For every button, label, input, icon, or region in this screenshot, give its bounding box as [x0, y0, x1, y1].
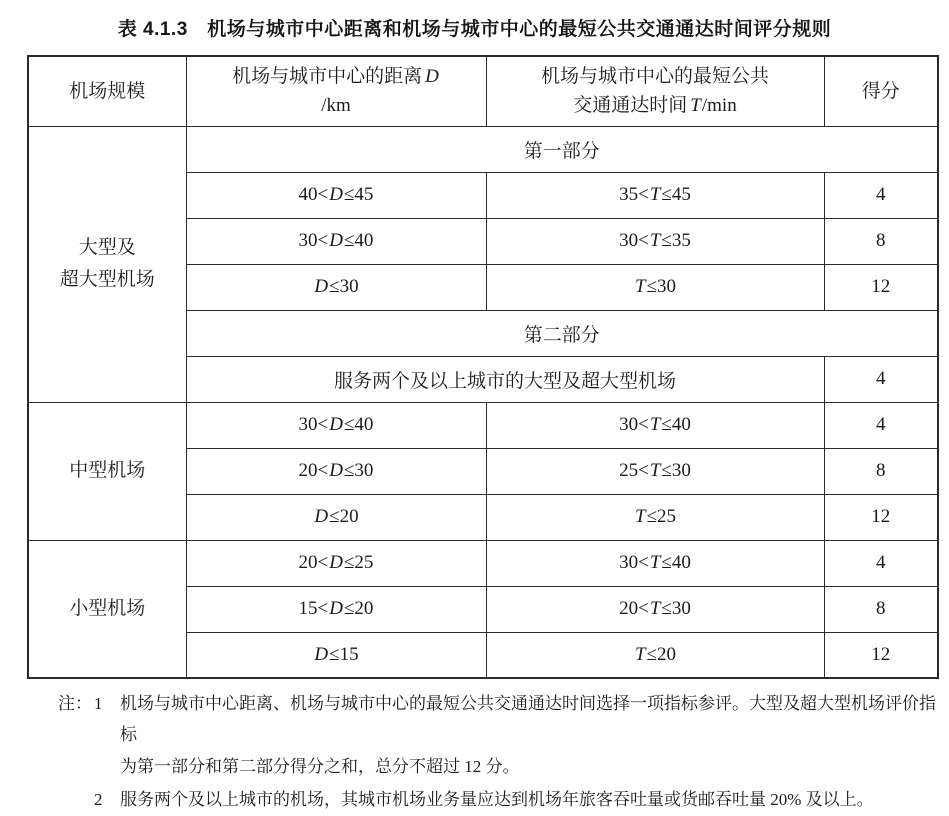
math-variable: T [649, 184, 661, 205]
time-cell: 35<T≤45 [486, 172, 824, 218]
table-row [28, 402, 938, 448]
score-cell: 8 [824, 448, 938, 494]
distance-cell: 20<D≤30 [186, 448, 486, 494]
header-time-line1: 机场与城市中心的最短公共 [540, 65, 769, 87]
airport-scale-cell: 小型机场 [28, 540, 186, 678]
header-score: 得分 [824, 56, 938, 126]
table-row [28, 540, 938, 586]
math-variable: D [314, 643, 329, 665]
note-number: 2 [94, 790, 103, 810]
time-cell: 30<T≤40 [486, 402, 824, 448]
math-variable: T [649, 414, 661, 435]
math-variable: T [649, 230, 661, 251]
airport-scale-cell: 大型及 超大型机场 [28, 126, 186, 402]
header-airport-scale: 机场规模 [28, 56, 186, 126]
table-header [28, 56, 938, 126]
score-cell: 12 [824, 494, 938, 540]
score-cell: 4 [824, 172, 938, 218]
note-text: 服务两个及以上城市的机场，其城市机场业务量应达到机场年旅客吞吐量或货邮吞吐量 20% 及以上。 [120, 790, 874, 810]
header-time-line2: 交通通达时间 [573, 95, 688, 117]
distance-cell: D≤20 [186, 494, 486, 540]
math-variable: T [649, 598, 661, 619]
header-time-unit-text: /min [701, 95, 737, 117]
score-cell: 4 [824, 402, 938, 448]
distance-cell: 20<D≤25 [186, 540, 486, 586]
time-cell: T≤20 [486, 632, 824, 678]
score-cell: 4 [824, 356, 938, 402]
table-row [28, 126, 938, 172]
note-number: 1 [94, 694, 103, 713]
airport-scale-cell: 中型机场 [28, 402, 186, 540]
math-variable: T [634, 276, 646, 297]
math-variable: D [329, 598, 343, 619]
math-variable: T [649, 460, 661, 481]
header-distance-unit: /km [321, 95, 351, 117]
time-cell: T≤25 [486, 494, 824, 540]
header-distance-line1: 机场与城市中心的距离 [232, 65, 423, 87]
distance-cell: 30<D≤40 [186, 218, 486, 264]
score-cell: 12 [824, 632, 938, 678]
math-variable: D [329, 552, 343, 573]
math-variable: D [314, 506, 329, 527]
time-cell: 25<T≤30 [486, 448, 824, 494]
math-variable: T [634, 506, 646, 527]
math-variable: D [329, 184, 343, 205]
math-variable: D [329, 230, 343, 251]
math-variable-d: D [425, 65, 439, 87]
distance-cell: D≤30 [186, 264, 486, 310]
table-body [28, 126, 938, 678]
math-variable: D [329, 414, 343, 435]
distance-cell: D≤15 [186, 632, 486, 678]
header-distance [186, 56, 486, 126]
math-variable: T [634, 643, 646, 665]
merged-condition-cell: 服务两个及以上城市的大型及超大型机场 [186, 356, 824, 402]
note-item [58, 784, 937, 815]
airport-scoring-table [27, 55, 939, 679]
math-variable: T [649, 552, 661, 573]
header-row [28, 56, 938, 126]
score-cell: 4 [824, 540, 938, 586]
header-transit-time [486, 56, 824, 126]
distance-cell: 30<D≤40 [186, 402, 486, 448]
time-cell: 30<T≤35 [486, 218, 824, 264]
notes-section [58, 688, 937, 816]
part-label-cell: 第二部分 [186, 310, 938, 356]
time-cell: 30<T≤40 [486, 540, 824, 586]
time-cell: 20<T≤30 [486, 586, 824, 632]
note-item [58, 688, 937, 782]
distance-cell: 40<D≤45 [186, 172, 486, 218]
note-label: 注： [58, 694, 92, 713]
math-variable: D [314, 276, 329, 297]
time-cell: T≤30 [486, 264, 824, 310]
part-label-cell: 第一部分 [186, 126, 938, 172]
math-variable-t: T [690, 95, 701, 117]
distance-cell: 15<D≤20 [186, 586, 486, 632]
score-cell: 8 [824, 218, 938, 264]
note-text: 机场与城市中心距离、机场与城市中心的最短公共交通通达时间选择一项指标参评。大型及超大型机场评价指标 为第一部分和第二部分得分之和，总分不超过 12 分。 [120, 694, 936, 776]
table-caption: 表 4.1.3 机场与城市中心距离和机场与城市中心的最短公共交通通达时间评分规则 [117, 19, 832, 40]
math-variable: D [329, 460, 343, 481]
score-cell: 8 [824, 586, 938, 632]
score-cell: 12 [824, 264, 938, 310]
